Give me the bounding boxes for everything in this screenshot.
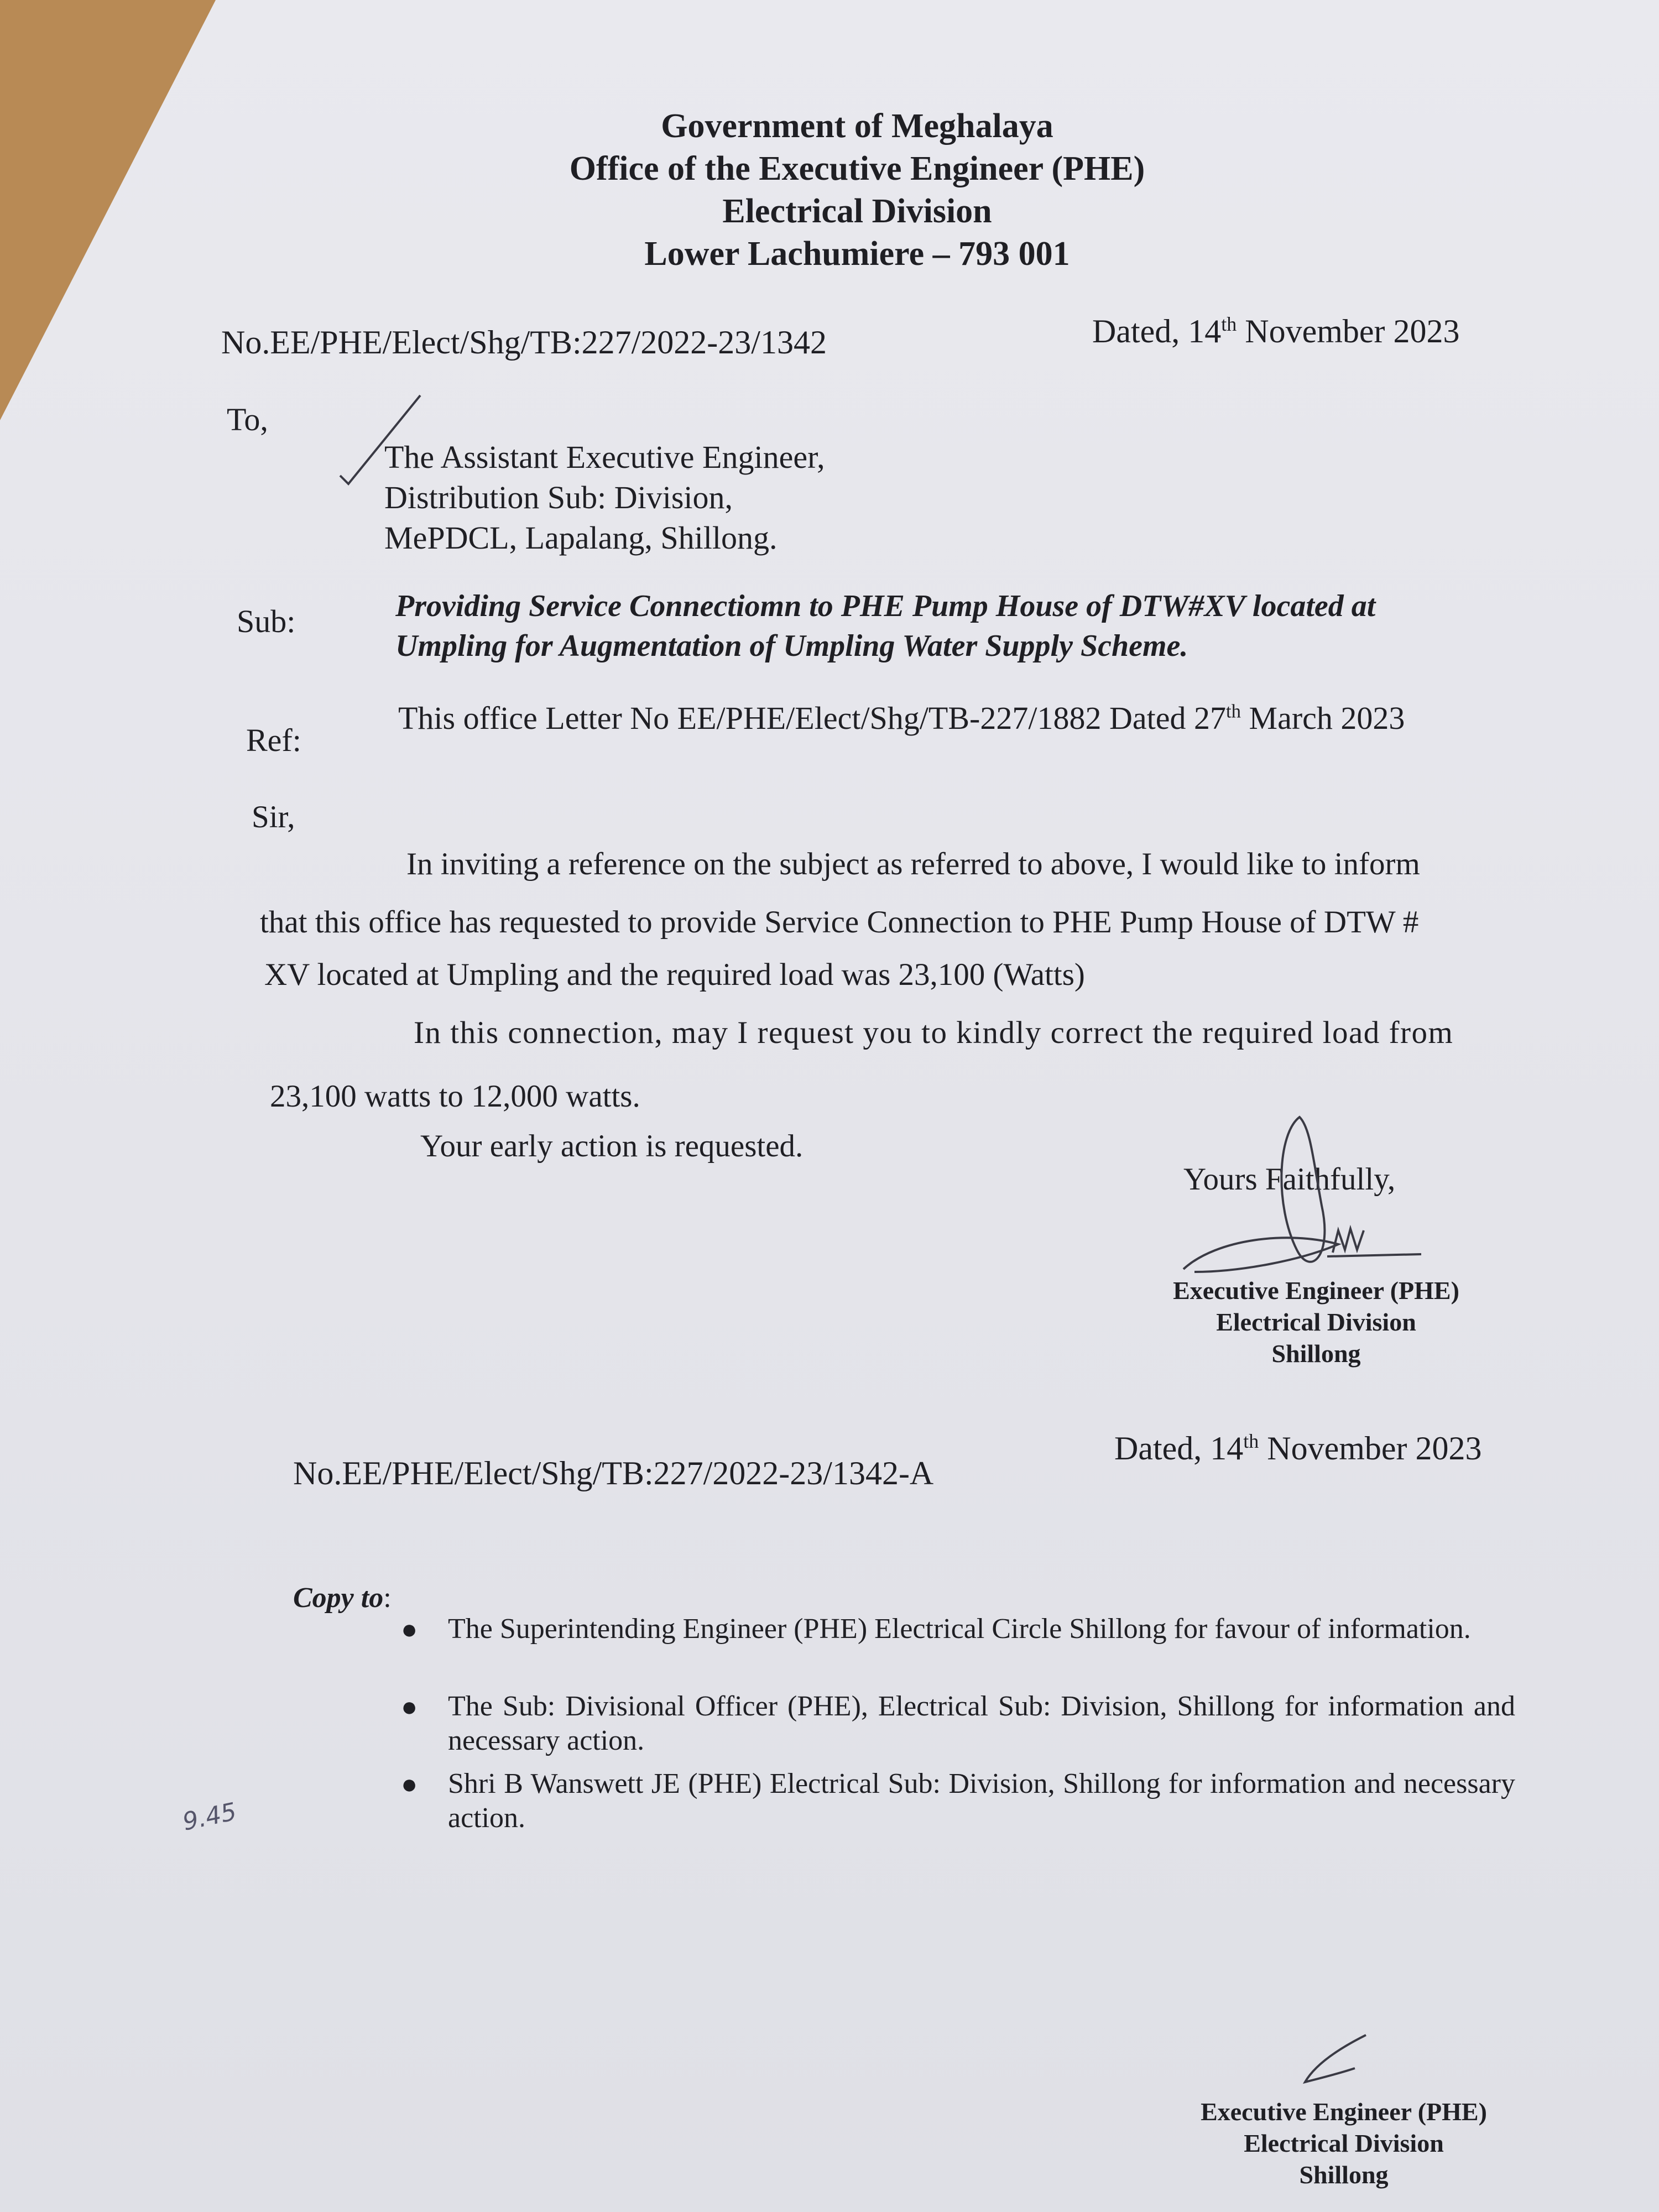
bullet-icon: ● xyxy=(401,1768,418,1799)
closing: Yours Faithfully, xyxy=(1183,1162,1396,1197)
salutation: Sir, xyxy=(252,800,295,834)
letterhead xyxy=(0,105,1659,275)
letterhead-division: Electrical Division xyxy=(722,192,992,230)
letterhead-government: Government of Meghalaya xyxy=(661,107,1053,145)
copy-item-1: ● The Superintending Engineer (PHE) Electrical Circle Shillong for favour of information. xyxy=(448,1612,1515,1646)
letterhead-address: Lower Lachumiere – 793 001 xyxy=(644,235,1070,273)
signature-place: Shillong xyxy=(1271,1339,1361,1368)
bottom-signature xyxy=(1294,2030,1383,2090)
bottom-signature-block xyxy=(1178,2096,1510,2190)
memo-number: No.EE/PHE/Elect/Shg/TB:227/2022-23/1342 xyxy=(221,324,827,361)
signature xyxy=(1172,1112,1427,1283)
bottom-signature-designation: Executive Engineer (PHE) xyxy=(1201,2098,1487,2126)
to-label: To, xyxy=(227,401,268,437)
reference-text: This office Letter No EE/PHE/Elect/Shg/TB-227/1882 Dated 27th March 2023 xyxy=(398,700,1405,736)
paragraph-3: Your early action is requested. xyxy=(420,1129,804,1164)
copy-item-3: ● Shri B Wanswett JE (PHE) Electrical Sub: Division, Shillong for information and necessary action. xyxy=(401,1768,1515,1834)
signature-block xyxy=(1156,1275,1477,1369)
handwritten-note: 9.45 xyxy=(180,1797,239,1837)
recipient-line-1: The Assistant Executive Engineer, xyxy=(384,439,825,475)
copy-memo-number: No.EE/PHE/Elect/Shg/TB:227/2022-23/1342-A xyxy=(293,1455,934,1491)
bottom-signature-division: Electrical Division xyxy=(1244,2129,1444,2157)
copy-memo-date: Dated, 14th November 2023 xyxy=(1114,1430,1482,1467)
tick-mark xyxy=(337,393,426,487)
paragraph-1-line-3: XV located at Umpling and the required load was 23,100 (Watts) xyxy=(264,957,1085,992)
recipient-address xyxy=(384,437,825,558)
bullet-icon: ● xyxy=(401,1691,418,1722)
signature-division: Electrical Division xyxy=(1216,1308,1416,1336)
subject-line-1: Providing Service Connectiomn to PHE Pump House of DTW#XV located at xyxy=(395,589,1376,623)
paragraph-1-line-1: In inviting a reference on the subject as referred to above, I would like to inform xyxy=(406,847,1420,881)
bullet-icon: ● xyxy=(401,1614,418,1645)
recipient-line-3: MePDCL, Lapalang, Shillong. xyxy=(384,520,778,556)
copy-item-2: ● The Sub: Divisional Officer (PHE), Electrical Sub: Division, Shillong for information and necessary action. xyxy=(401,1691,1515,1756)
subject-text xyxy=(395,586,1375,666)
copy-to-label: Copy to: xyxy=(293,1582,392,1614)
recipient-line-2: Distribution Sub: Division, xyxy=(384,479,733,515)
paragraph-2-line-1: In this connection, may I request you to kindly correct the required load from xyxy=(414,1015,1454,1050)
bottom-signature-place: Shillong xyxy=(1299,2161,1389,2189)
paragraph-1-line-2: that this office has requested to provide Service Connection to PHE Pump House of DTW # xyxy=(260,905,1419,940)
subject-line-2: Umpling for Augmentation of Umpling Water Supply Scheme. xyxy=(395,629,1188,663)
reference-label: Ref: xyxy=(246,722,301,758)
memo-date: Dated, 14th November 2023 xyxy=(1092,313,1460,349)
paragraph-2-line-2: 23,100 watts to 12,000 watts. xyxy=(270,1079,640,1114)
signature-designation: Executive Engineer (PHE) xyxy=(1173,1276,1459,1305)
letterhead-office: Office of the Executive Engineer (PHE) xyxy=(569,150,1145,187)
subject-label: Sub: xyxy=(237,603,296,639)
